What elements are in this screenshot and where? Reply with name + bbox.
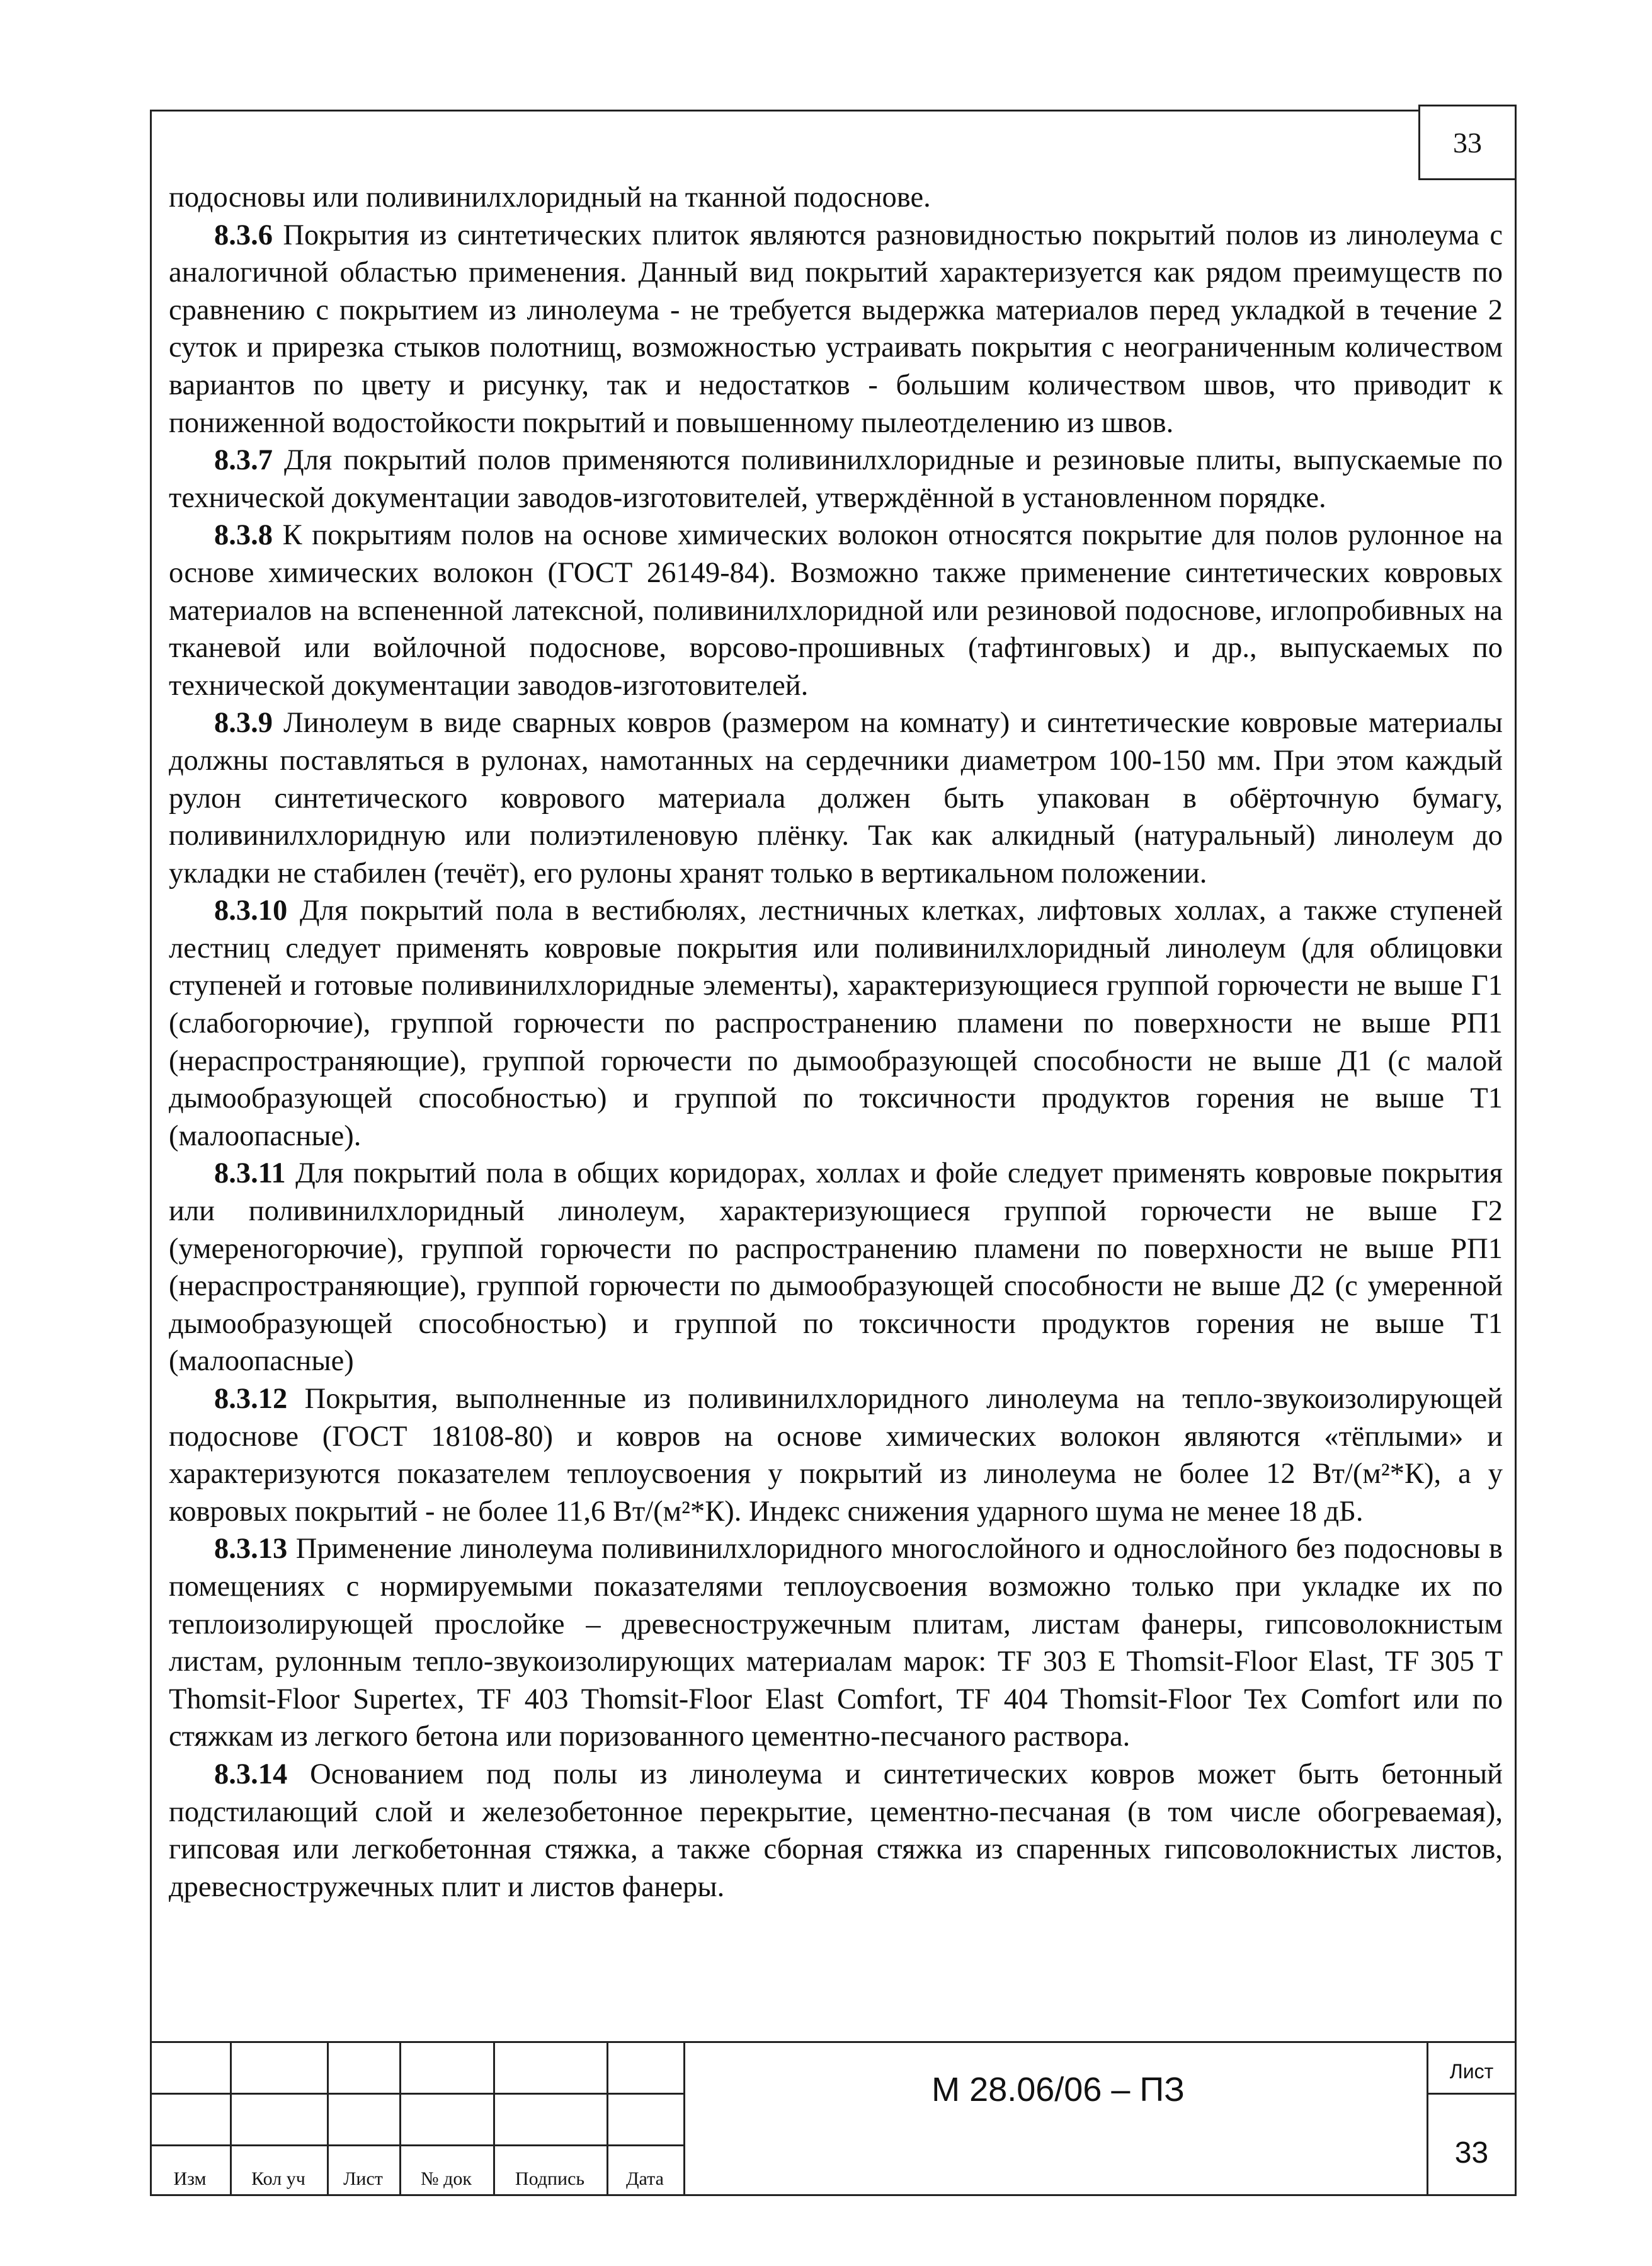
page-number-box bbox=[1418, 105, 1517, 180]
page-number: 33 bbox=[1453, 126, 1482, 159]
document-designation: М 28.06/06 – ПЗ bbox=[931, 2071, 1185, 2109]
paragraph-text: Для покрытий пола в общих коридорах, холлах и фойе следует применять ковровые покрытия или поливинилхлоридный линолеум, характеризующиеся группой горючести не выше Г2 (умереногорючие), группой горючести по распространению пламени по поверхности не выше РП1 (нераспространяющие), группой горючести по дымообразующей способности не выше Д2 (с умеренной дымообразующей способностью) и группой по токсичности продуктов горения не выше Т1 (малоопасные) bbox=[169, 1157, 1503, 1378]
paragraph-8-3-14 bbox=[169, 1756, 1503, 1906]
clause-number: 8.3.14 bbox=[214, 1758, 288, 1790]
paragraph-text: Покрытия, выполненные из поливинилхлоридного линолеума на тепло-звукоизолирующей подоснове (ГОСТ 18108-80) и ковров на основе химических волокон являются «тёплыми» и характеризуются показателем теплоусвоения у покрытий из линолеума не более 12 Вт/(м²*К), а у ковровых покрытий - не более 11,6 Вт/(м²*К). Индекс снижения ударного шума не менее 18 дБ. bbox=[169, 1383, 1503, 1528]
stamp-label-izm: Изм bbox=[173, 2168, 207, 2189]
sheet-number: 33 bbox=[1454, 2136, 1489, 2170]
paragraph-8-3-6 bbox=[169, 217, 1503, 442]
paragraph-8-3-9 bbox=[169, 704, 1503, 892]
clause-number: 8.3.10 bbox=[214, 895, 288, 927]
document-body bbox=[169, 179, 1503, 1906]
stamp-line-sheet bbox=[1427, 2093, 1517, 2095]
paragraph-8-3-12 bbox=[169, 1380, 1503, 1530]
clause-number: 8.3.7 bbox=[214, 444, 273, 477]
paragraph-text: Линолеум в виде сварных ковров (размером на комнату) и синтетические ковровые материалы должны поставляться в рулонах, намотанных на сердечники диаметром 100-150 мм. При этом каждый рулон синтетического коврового материала должен быть упакован в обёрточную бумагу, поливинилхлоридную или полиэтиленовую плёнку. Так как алкидный (натуральный) линолеум до укладки не стабилен (течёт), его рулоны хранят только в вертикальном положении. bbox=[169, 707, 1503, 890]
sheet-label: Лист bbox=[1449, 2060, 1494, 2083]
stamp-label-doc-num: № док bbox=[421, 2168, 472, 2189]
paragraph-text: Покрытия из синтетических плиток являются разновидностью покрытий полов из линолеума с аналогичной областью применения. Данный вид покрытий характеризуется как рядом преимуществ по сравнению с покрытием из линолеума - не требуется выдержка материалов перед укладкой в течение 2 суток и прирезка стыков полотнищ, возможностью устраивать покрытия с неограниченным количеством вариантов по цвету и рисунку, так и недостатков - большим количеством швов, что приводит к пониженной водостойкости покрытий и повышенному пылеотделению из швов. bbox=[169, 219, 1503, 439]
stamp-label-list: Лист bbox=[343, 2168, 383, 2189]
paragraph-8-3-10 bbox=[169, 892, 1503, 1155]
paragraph-text: Применение линолеума поливинилхлоридного многослойного и однослойного без подосновы в помещениях с нормируемыми показателями теплоусвоения возможно только при укладке их по теплоизолирующей прослойке – древесностружечным плитам, листам фанеры, гипсоволокнистым листам, рулонным тепло-звукоизолирующих материалам марок: TF 303 E Thomsit-Floor Elast, TF 305 T Thomsit-Floor Supertex, TF 403 Thomsit-Floor Elast Comfort, TF 404 Thomsit-Floor Tex Comfort или по стяжкам из легкого бетона или поризованного цементно-песчаного раствора. bbox=[169, 1533, 1503, 1753]
paragraph-8-3-8 bbox=[169, 517, 1503, 704]
clause-number: 8.3.8 bbox=[214, 519, 273, 552]
paragraph-text: К покрытиям полов на основе химических волокон относятся покрытие для полов рулонное на основе химических волокон (ГОСТ 26149-84). Возможно также применение синтетических ковровых материалов на вспененной латексной, поливинилхлоридной или резиновой подоснове, иглопробивных на тканевой или войлочной подоснове, ворсово-прошивных (тафтинговых) и др., выпускаемых по технической документации заводов-изготовителей. bbox=[169, 519, 1503, 702]
paragraph-8-3-13 bbox=[169, 1530, 1503, 1756]
paragraph-continuation bbox=[169, 179, 1503, 217]
paragraph-8-3-7 bbox=[169, 442, 1503, 517]
paragraph-text: подосновы или поливинилхлоридный на тканной подоснове. bbox=[169, 181, 931, 214]
paragraph-8-3-11 bbox=[169, 1155, 1503, 1380]
stamp-label-kol-uch: Кол уч bbox=[251, 2168, 305, 2189]
stamp-label-signature: Подпись bbox=[515, 2168, 585, 2189]
stamp-label-date: Дата bbox=[626, 2168, 664, 2189]
clause-number: 8.3.12 bbox=[214, 1383, 288, 1415]
stamp-line-top bbox=[150, 2041, 1517, 2043]
clause-number: 8.3.6 bbox=[214, 219, 273, 251]
paragraph-text: Основанием под полы из линолеума и синтетических ковров может быть бетонный подстилающий слой и железобетонное перекрытие, цементно-песчаная (в том числе обогреваемая), гипсовая или легкобетонная стяжка, а также сборная стяжка из спаренных гипсоволокнистых листов, древесностружечных плит и листов фанеры. bbox=[169, 1758, 1503, 1903]
clause-number: 8.3.9 bbox=[214, 707, 273, 740]
paragraph-text: Для покрытий пола в вестибюлях, лестничных клетках, лифтовых холлах, а также ступеней лестниц следует применять ковровые покрытия или поливинилхлоридный линолеум (для облицовки ступеней и готовые поливинилхлоридные элементы), характеризующиеся группой горючести не выше Г1 (слабогорючие), группой горючести по распространению пламени по поверхности не выше РП1 (нераспространяющие), группой горючести по дымообразующей способности не выше Д1 (с малой дымообразующей способностью) и группой по токсичности продуктов горения не выше Т1 (малоопасные). bbox=[169, 895, 1503, 1152]
clause-number: 8.3.11 bbox=[214, 1157, 286, 1190]
paragraph-text: Для покрытий полов применяются поливинилхлоридные и резиновые плиты, выпускаемые по технической документации заводов-изготовителей, утверждённой в установленном порядке. bbox=[169, 444, 1503, 514]
clause-number: 8.3.13 bbox=[214, 1533, 288, 1565]
